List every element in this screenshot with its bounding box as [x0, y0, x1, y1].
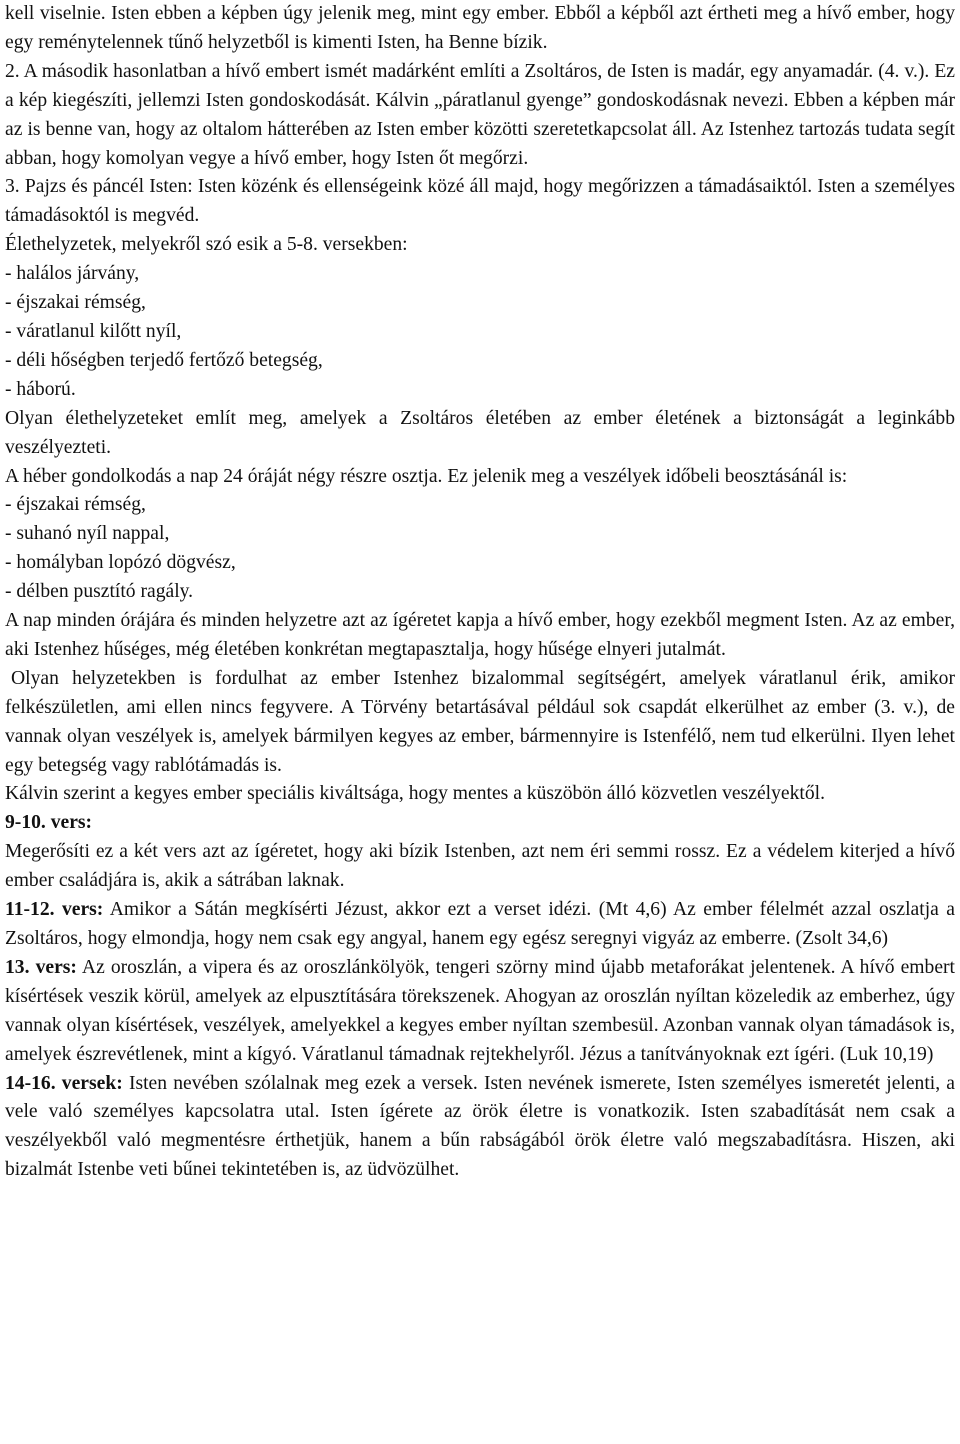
paragraph-second-simile: 2. A második hasonlatban a hívő embert ismét madárként említi a Zsoltáros, de Isten is madár, egy anyamadár. (4. v.). Ez a kép kiegészíti, jellemzi Isten gondoskodását. Kálvin „páratlanul gyenge” gondoskodásnak nevezi. Ebben a képben már az is benne van, hogy az oltalom hátterében az Isten ember közötti szeretetkapcsolat áll. Az Istenhez tartozás tudata segít abban, hogy komolyan vegye a hívő ember, hogy Isten őt megőrzi.	[5, 60, 955, 169]
paragraph-life-situations: Élethelyzetek, melyekről szó esik a 5-8. versekben:	[5, 234, 408, 256]
heading-verses-14-16: 14-16. versek:	[5, 1072, 123, 1094]
paragraph-calvin: Kálvin szerint a kegyes ember speciális kiváltsága, hogy mentes a küszöbön álló közvetlen veszélyektől.	[5, 783, 825, 805]
text-verse-13: Az oroszlán, a vipera és az oroszlánkölyök, tengeri szörny mind újabb metaforákat jelentenek. A hívő embert kísértések veszik körül, amelyek az elpusztítására törekszenek. Ahogyan az oroszlán nyíltan közeledik az emberhez, úgy vannak olyan kísértések, veszélyek, amelyekkel a kegyes ember nyíltan szembesül. Azonban vannak olyan támadások is, amelyek észrevétlenek, mint a kígyó. Váratlanul támadnak rejtekhelyről. Jézus a tanítványoknak ezt ígéri. (Luk 10,19)	[5, 956, 955, 1065]
list-item: - váratlanul kilőtt nyíl,	[5, 320, 182, 342]
list-item: - suhanó nyíl nappal,	[5, 523, 170, 545]
paragraph-verses-9-10: Megerősíti ez a két vers azt az ígéretet, hogy aki bízik Istenben, azt nem éri semmi rossz. Ez a védelem kiterjed a hívő ember családjára is, akik a sátrában laknak.	[5, 841, 955, 892]
list-item: - háború.	[5, 378, 76, 400]
list-item: - délben pusztító ragály.	[5, 581, 194, 603]
heading-verses-9-10: 9-10. vers:	[5, 812, 93, 834]
paragraph-life-threats: Olyan élethelyzeteket említ meg, amelyek a Zsoltáros életében az ember életének a biztonságát a leginkább veszélyezteti.	[5, 407, 955, 458]
paragraph-promise: A nap minden órájára és minden helyzetre azt az ígéretet kapja a hívő ember, hogy ezekből megment Isten. Az az ember, aki Istenhez hűséges, még életében konkrétan megtapasztalja, hogy hűsége elnyeri jutalmát.	[5, 610, 955, 660]
paragraph-verses-14-16	[5, 1070, 955, 1186]
list-item: - éjszakai rémség,	[5, 292, 146, 314]
heading-verse-13: 13. vers:	[5, 956, 77, 978]
paragraph-intro: kell viselnie. Isten ebben a képben úgy jelenik meg, mint egy ember. Ebből a képből azt értheti meg a hívő ember, hogy egy reménytelennek tűnő helyzetből is kimenti Isten, ha Benne bízik.	[5, 3, 955, 53]
list-item: - homályban lopózó dögvész,	[5, 552, 236, 574]
paragraph-shield-armor: 3. Pajzs és páncél Isten: Isten közénk és ellenségeink közé áll majd, hogy megőrizzen a támadásaiktól. Isten a személyes támadásoktól is megvéd.	[5, 176, 955, 227]
paragraph-verses-11-12	[5, 896, 955, 954]
list-item: - déli hőségben terjedő fertőző betegség,	[5, 349, 323, 371]
text-verses-11-12: Amikor a Sátán megkísérti Jézust, akkor ezt a verset idézi. (Mt 4,6) Az ember félelmét azzal oszlatja a Zsoltáros, hogy elmondja, hogy nem csak egy angyal, hanem egy egész seregnyi vigyáz az emberre. (Zsolt 34,6)	[5, 899, 955, 949]
paragraph-trust: Olyan helyzetekben is fordulhat az ember Istenhez bizalommal segítségért, amelyek váratlanul érik, amikor felkészületlen, ami ellen nincs fegyvere. A Törvény betartásával például sok csapdát elkerülhet az ember (3. v.), de vannak olyan veszélyek is, amelyek bármilyen kegyes az ember, bármennyire is Istenfélő, nem tud elkerülni. Ilyen lehet egy betegség vagy rablótámadás is.	[5, 667, 955, 776]
heading-verses-11-12: 11-12. vers:	[5, 899, 104, 921]
paragraph-hebrew-day: A héber gondolkodás a nap 24 óráját négy részre osztja. Ez jelenik meg a veszélyek időbeli beosztásánál is:	[5, 465, 848, 487]
paragraph-verse-13	[5, 954, 955, 1070]
text-verses-14-16: Isten nevében szólalnak meg ezek a versek. Isten nevének ismerete, Isten személyes ismeretét jelenti, a vele való személyes kapcsolatra utal. Isten ígérete az örök életre is vonatkozik. Isten szabadítását nem csak a veszélyekből való megmentésre érthetjük, hanem a bűn rabságából örök életre való megszabadításra. Hiszen, aki bizalmát Istenbe veti bűnei tekintetében is, az üdvözülhet.	[5, 1072, 955, 1181]
list-dangers	[5, 260, 955, 405]
list-time-dangers	[5, 491, 955, 607]
list-item: - éjszakai rémség,	[5, 494, 146, 516]
list-item: - halálos járvány,	[5, 263, 140, 285]
